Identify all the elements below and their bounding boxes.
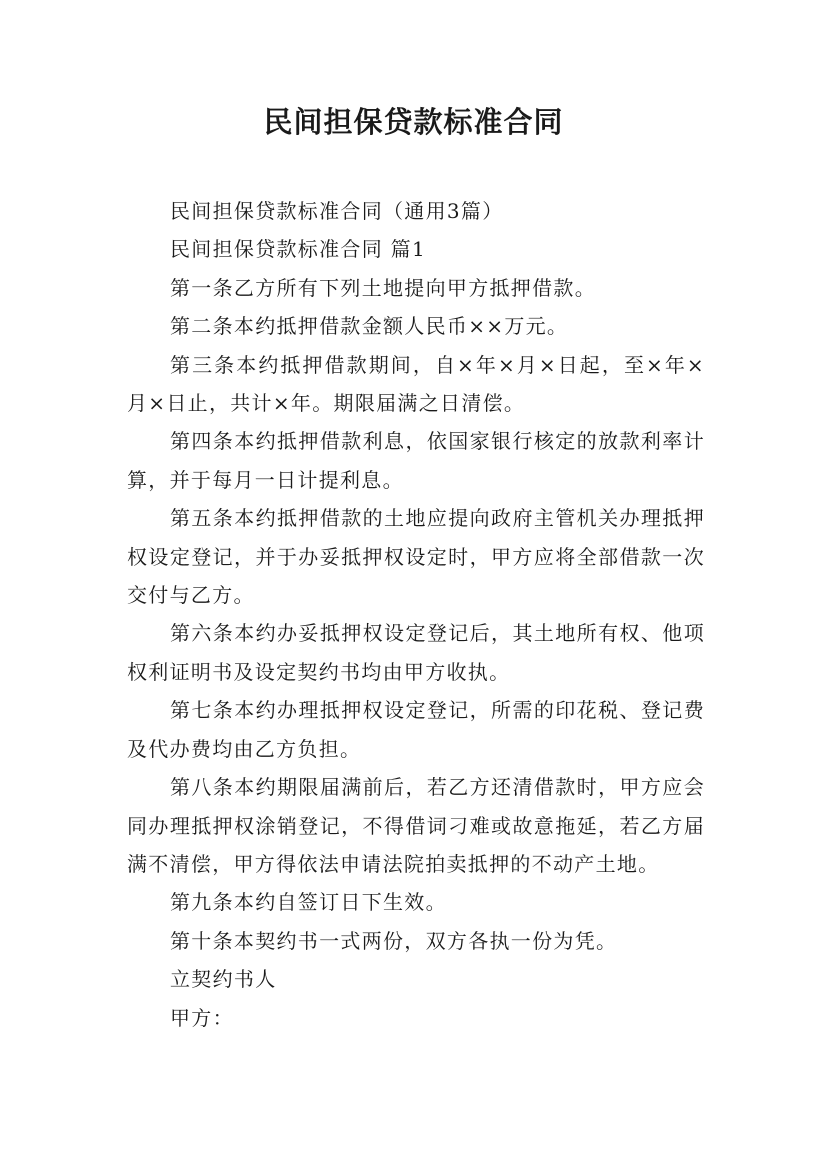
paragraph-party-a-label: 甲方： bbox=[170, 1005, 234, 1030]
paragraph-article-5: 第五条本约抵押借款的土地应提向政府主管机关办理抵押权设定登记，并于办妥抵押权设定时，甲方应将全部借款一次交付与乙方。 bbox=[127, 506, 705, 608]
paragraph-article-1: 第一条乙方所有下列土地提向甲方抵押借款。 bbox=[170, 275, 596, 300]
paragraph-article-10: 第十条本契约书一式两份，双方各执一份为凭。 bbox=[170, 928, 618, 953]
paragraph-article-3: 第三条本约抵押借款期间，自×年×月×日起，至×年×月×日止，共计×年。期限届满之日清偿。 bbox=[127, 352, 705, 416]
paragraph-article-6: 第六条本约办妥抵押权设定登记后，其土地所有权、他项权利证明书及设定契约书均由甲方收执。 bbox=[127, 621, 705, 684]
paragraph-signatory-label: 立契约书人 bbox=[170, 967, 277, 992]
paragraph-article-4: 第四条本约抵押借款利息，依国家银行核定的放款利率计算，并于每月一日计提利息。 bbox=[127, 429, 705, 492]
paragraph-article-8: 第八条本约期限届满前后，若乙方还清借款时，甲方应会同办理抵押权涂销登记，不得借词刁难或故意拖延，若乙方届满不清偿，甲方得依法申请法院拍卖抵押的不动产土地。 bbox=[127, 775, 705, 876]
paragraph-article-2: 第二条本约抵押借款金额人民币××万元。 bbox=[170, 314, 569, 339]
paragraph-section-heading: 民间担保贷款标准合同 篇1 bbox=[170, 237, 426, 262]
paragraph-subtitle: 民间担保贷款标准合同（通用3篇） bbox=[170, 199, 504, 223]
paragraph-article-9: 第九条本约自签订日下生效。 bbox=[170, 890, 447, 915]
document-body bbox=[127, 192, 705, 1037]
document-title: 民间担保贷款标准合同 bbox=[263, 105, 564, 139]
paragraph-article-7: 第七条本约办理抵押权设定登记，所需的印花税、登记费及代办费均由乙方负担。 bbox=[127, 698, 705, 761]
